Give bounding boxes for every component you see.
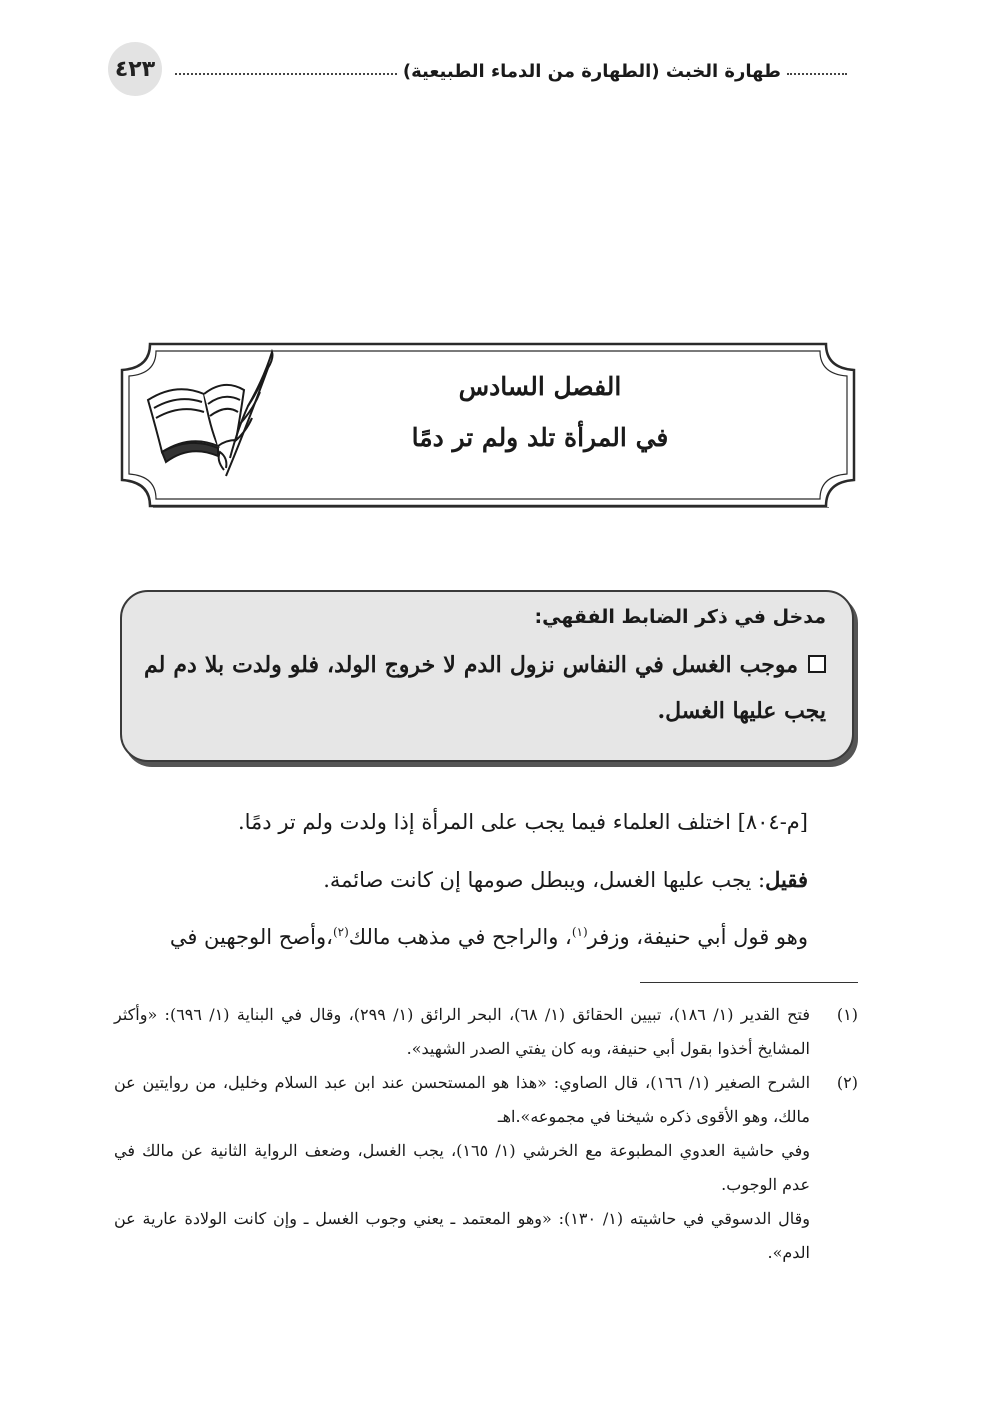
leader-dots-left [175,73,397,75]
rule-text-block [144,642,826,734]
running-header [175,56,847,86]
leader-dots-right [787,73,847,75]
chapter-title: الفصل السادس [458,372,622,401]
paragraph-2-rest: : يجب عليها الغسل، ويبطل صومها إن كانت صائمة. [323,868,766,892]
rule-heading: مدخل في ذكر الضابط الفقهي: [534,606,826,628]
paragraph-1: [م-٨٠٤] اختلف العلماء فيما يجب على المرأة إذا ولدت ولم تر دمًا. [237,810,808,834]
footnote-line: الشرح الصغير (١/ ١٦٦)، قال الصاوي: «هذا هو المستحسن عند ابن عبد السلام وخليل، من روايتين عن مالك، وهو الأقوى ذكره شيخنا في مجموعه».اهـ [114,1073,811,1126]
book-and-quill-icon [136,348,276,480]
footnote-ref-1[interactable]: (١) [571,925,588,939]
body-text [118,794,808,966]
footnote-body [114,1066,810,1270]
paragraph-3-part-a: وهو قول أبي حنيفة، وزفر [587,925,808,949]
footnote-number: (١) [836,1005,858,1024]
rule-text: موجب الغسل في النفاس نزول الدم لا خروج الولد، فلو ولدت بلا دم لم يجب عليها الغسل. [144,652,826,724]
footnote-body [114,998,810,1066]
chapter-frame [120,342,856,508]
chapter-subtitle: في المرأة تلد ولم تر دمًا [411,423,669,452]
rule-box [120,590,854,762]
paragraph-3-part-c: ،وأصح الوجهين في [169,925,333,949]
footnote-separator [640,982,858,983]
paragraph-3 [118,909,808,966]
footnote-ref-2[interactable]: (٢) [332,925,349,939]
page-number: ٤٢٣ [108,42,162,96]
chapter-heading [340,364,740,452]
footnote-2 [114,1066,858,1270]
footnote-1 [114,998,858,1066]
footnote-line: وقال الدسوقي في حاشيته (١/ ١٣٠): «وهو المعتمد ـ يعني وجوب الغسل ـ وإن كانت الولادة عارية عن الدم». [114,1209,811,1262]
footnotes [114,998,858,1270]
running-title: طهارة الخبث (الطهارة من الدماء الطبيعية) [402,60,781,82]
paragraph-2 [118,851,808,909]
footnote-number: (٢) [836,1073,858,1092]
footnote-line: فتح القدير (١/ ١٨٦)، تبيين الحقائق (١/ ٦٨)، البحر الرائق (١/ ٢٩٩)، وقال في البناية (١/ ٦٩٦): «وأكثر المشايخ أخذوا بقول أبي حنيفة، وبه كان يفتي الصدر الشهيد». [114,1005,810,1058]
checkbox-icon [808,655,826,673]
paragraph-3-part-b: ، والراجح في مذهب مالك [348,925,572,949]
paragraph-2-lead: فقيل [765,867,808,892]
footnote-line: وفي حاشية العدوي المطبوعة مع الخرشي (١/ ١٦٥)، يجب الغسل، وضعف الرواية الثانية عن مالك في عدم الوجوب. [114,1141,811,1194]
